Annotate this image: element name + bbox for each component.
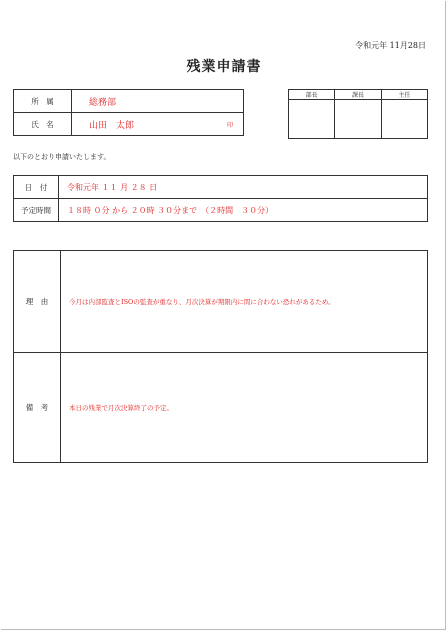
remarks-value: 本日の残業で月次決算終了の予定。: [61, 353, 428, 463]
applicant-table: [13, 89, 244, 136]
schedule-table: [13, 175, 428, 222]
department-label: 所 属: [14, 90, 72, 113]
name-cell: [72, 113, 244, 136]
approval-stamp-row: [289, 100, 428, 139]
remarks-row: [14, 353, 428, 463]
approval-header-manager: 課長: [335, 90, 381, 100]
name-value: 山田 太郎: [89, 120, 135, 131]
reason-row: [14, 251, 428, 353]
stamp-box-manager: [335, 100, 381, 139]
stamp-box-chief: [381, 100, 427, 139]
date-label: 日 付: [14, 176, 59, 199]
seal-mark: 印: [226, 121, 233, 129]
approval-header-director: 部長: [289, 90, 335, 100]
date-value: 令和元年 １１ 月 ２８ 日: [59, 176, 428, 199]
stamp-box-director: [289, 100, 335, 139]
remarks-label: 備 考: [14, 353, 61, 463]
name-row: [14, 113, 244, 136]
details-table: [13, 250, 428, 463]
reason-value: 今月は内部監査とISOの監査が重なり、月次決算が期限内に間に合わない恐れがあるため。: [61, 251, 428, 353]
time-value: １８時 ０分 から ２０時 ３０分まで （２時間 ３０分）: [59, 199, 428, 222]
document-title: 残業申請書: [186, 59, 262, 75]
department-row: [14, 90, 244, 113]
date-row: [14, 176, 428, 199]
intro-text: 以下のとおり申請いたします。: [13, 153, 111, 161]
approval-header-row: [289, 90, 428, 100]
reason-label: 理 由: [14, 251, 61, 353]
approval-table: [288, 89, 428, 139]
document-date: 令和元年 11月28日: [355, 41, 426, 50]
name-label: 氏 名: [14, 113, 72, 136]
department-value: 総務部: [72, 90, 244, 113]
time-row: [14, 199, 428, 222]
time-label: 予定時間: [14, 199, 59, 222]
approval-header-chief: 主任: [381, 90, 427, 100]
